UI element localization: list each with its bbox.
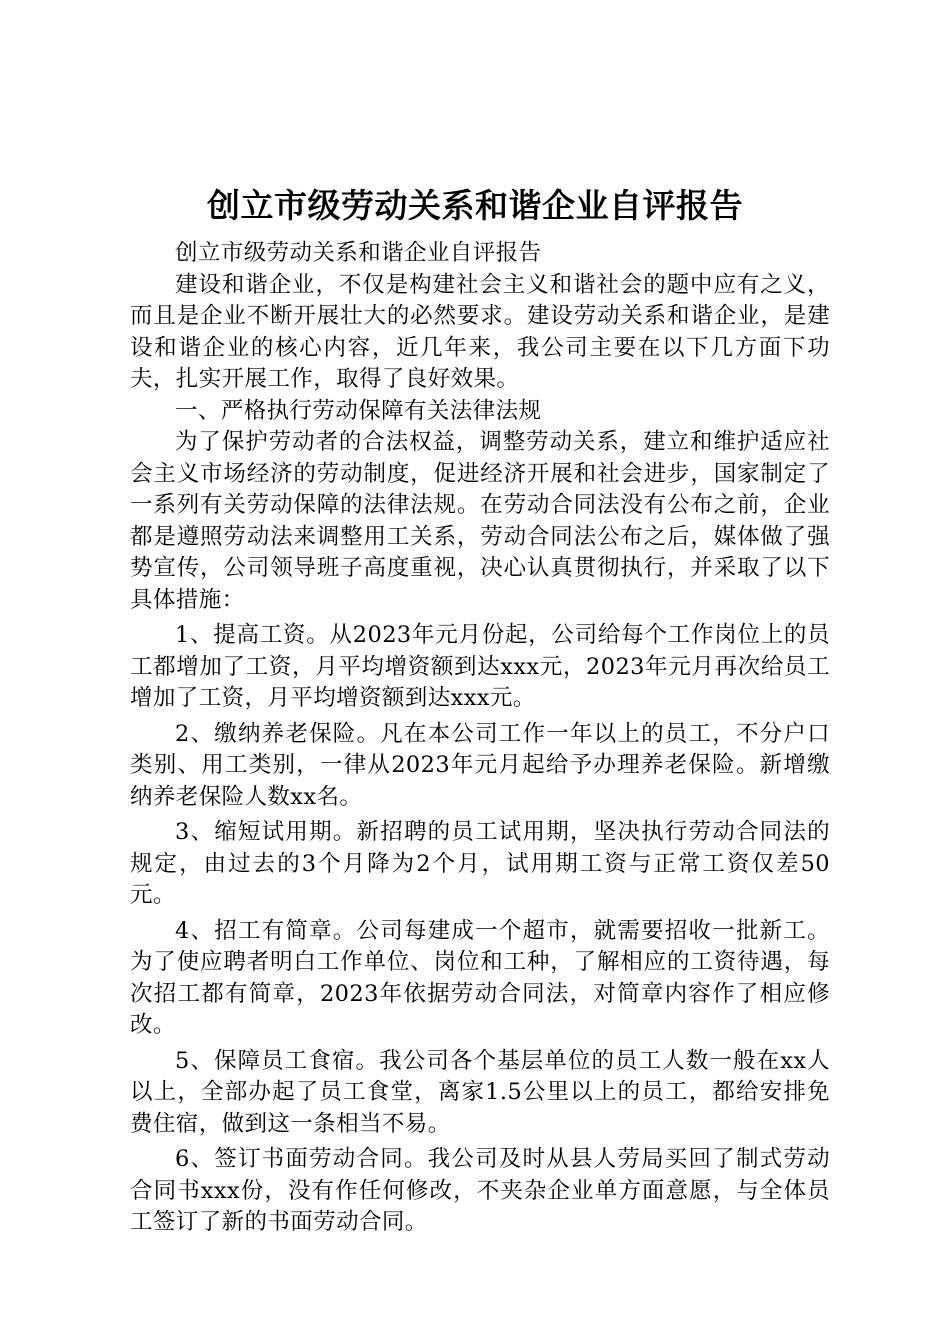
document-title: 创立市级劳动关系和谐企业自评报告	[207, 186, 743, 225]
section-heading: 一、严格执行劳动保障有关法律法规	[175, 397, 542, 424]
measure-item-5: 5、保障员工食宿。我公司各个基层单位的员工人数一般在xx人以上，全部办起了员工食堂，离家1.5公里以上的员工，都给安排免费住宿，做到这一条相当不易。	[130, 1047, 830, 1137]
measure-item-3: 3、缩短试用期。新招聘的员工试用期，坚决执行劳动合同法的规定，由过去的3个月降为2个月，试用期工资与正常工资仅差50元。	[130, 819, 830, 908]
measure-item-2: 2、缴纳养老保险。凡在本公司工作一年以上的员工，不分户口类别、用工类别，一律从2023年元月起给予办理养老保险。新增缴纳养老保险人数xx名。	[130, 720, 830, 810]
measure-item-6: 6、签订书面劳动合同。我公司及时从县人劳局买回了制式劳动合同书xxx份，没有作任何修改，不夹杂企业单方面意愿，与全体员工签订了新的书面劳动合同。	[130, 1146, 830, 1235]
measure-item-1: 1、提高工资。从2023年元月份起，公司给每个工作岗位上的员工都增加了工资，月平均增资额到达xxx元，2023年元月再次给员工增加了工资，月平均增资额到达xxx元。	[130, 622, 830, 711]
subtitle-paragraph: 创立市级劳动关系和谐企业自评报告	[175, 240, 542, 266]
body-paragraph: 为了保护劳动者的合法权益，调整劳动关系，建立和维护适应社会主义市场经济的劳动制度，促进经济开展和社会进步，国家制定了一系列有关劳动保障的法律法规。在劳动合同法没有公布之前，企业都是遵照劳动法来调整用工关系，劳动合同法公布之后，媒体做了强势宣传，公司领导班子高度重视，决心认真贯彻执行，并采取了以下具体措施：	[130, 429, 830, 613]
document-page	[130, 180, 830, 1239]
intro-paragraph: 建设和谐企业，不仅是构建社会主义和谐社会的题中应有之义，而且是企业不断开展壮大的必然要求。建设劳动关系和谐企业，是建设和谐企业的核心内容，近几年来，我公司主要在以下几方面下功夫，扎实开展工作，取得了良好效果。	[130, 271, 830, 392]
measure-item-4: 4、招工有简章。公司每建成一个超市，就需要招收一批新工。为了使应聘者明白工作单位、岗位和工种，了解相应的工资待遇，每次招工都有简章，2023年依据劳动合同法，对简章内容作了相应修改。	[130, 917, 830, 1038]
